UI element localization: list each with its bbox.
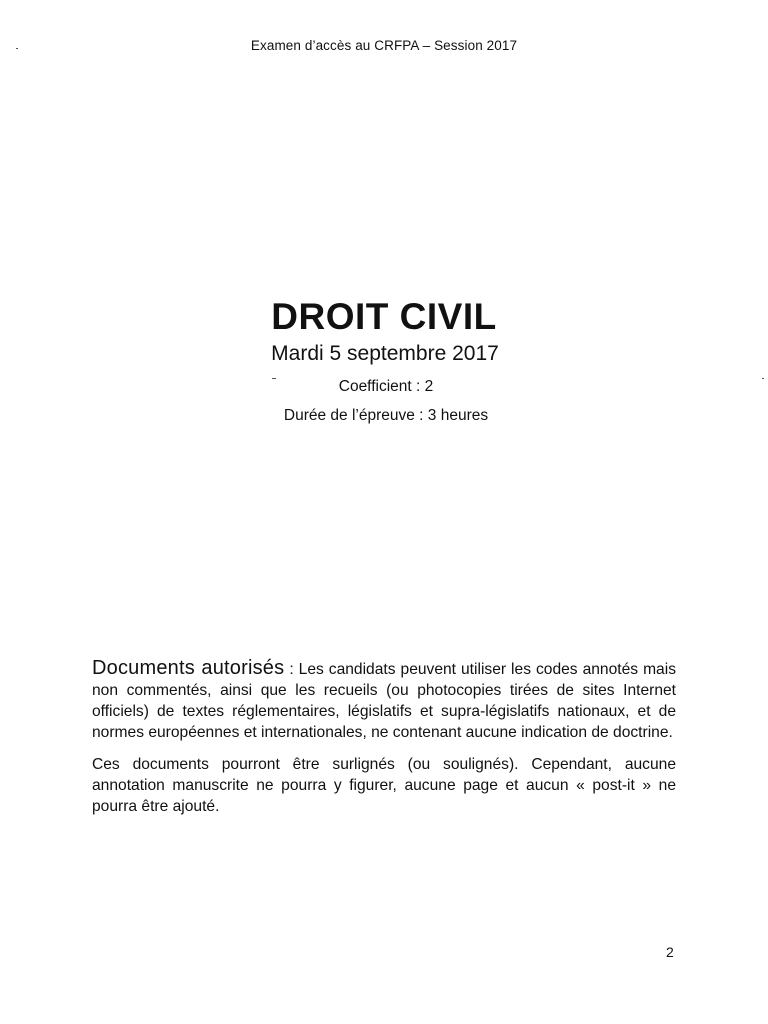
instructions-section: [92, 658, 676, 828]
exam-title: DROIT CIVIL: [271, 296, 497, 337]
exam-date: Mardi 5 septembre 2017: [271, 342, 499, 365]
title-block: [0, 294, 768, 426]
instructions-paragraph-1: [92, 658, 676, 743]
instructions-paragraph-2: Ces documents pourront être surlignés (ou soulignés). Cependant, aucune annotation manuscrite ne pourra y figurer, aucune page et aucun « post-it » ne pourra être ajouté.: [92, 756, 676, 815]
page-number: 2: [666, 944, 674, 960]
exam-coefficient: Coefficient : 2: [338, 378, 434, 395]
documents-label: Documents autorisés: [92, 657, 285, 679]
instructions-paragraph-1-text: : Les candidats peuvent utiliser les codes annotés mais non commentés, ainsi que les recueils (ou photocopies tirées de sites Internet officiels) de textes réglementaires, législatifs et supra-législatifs nationaux, et de normes européennes et internationales, ne contenant aucune indication de doctrine.: [92, 661, 676, 741]
exam-duration: Durée de l’épreuve : 3 heures: [283, 407, 489, 424]
page-header: Examen d’accès au CRFPA – Session 2017: [250, 38, 518, 53]
